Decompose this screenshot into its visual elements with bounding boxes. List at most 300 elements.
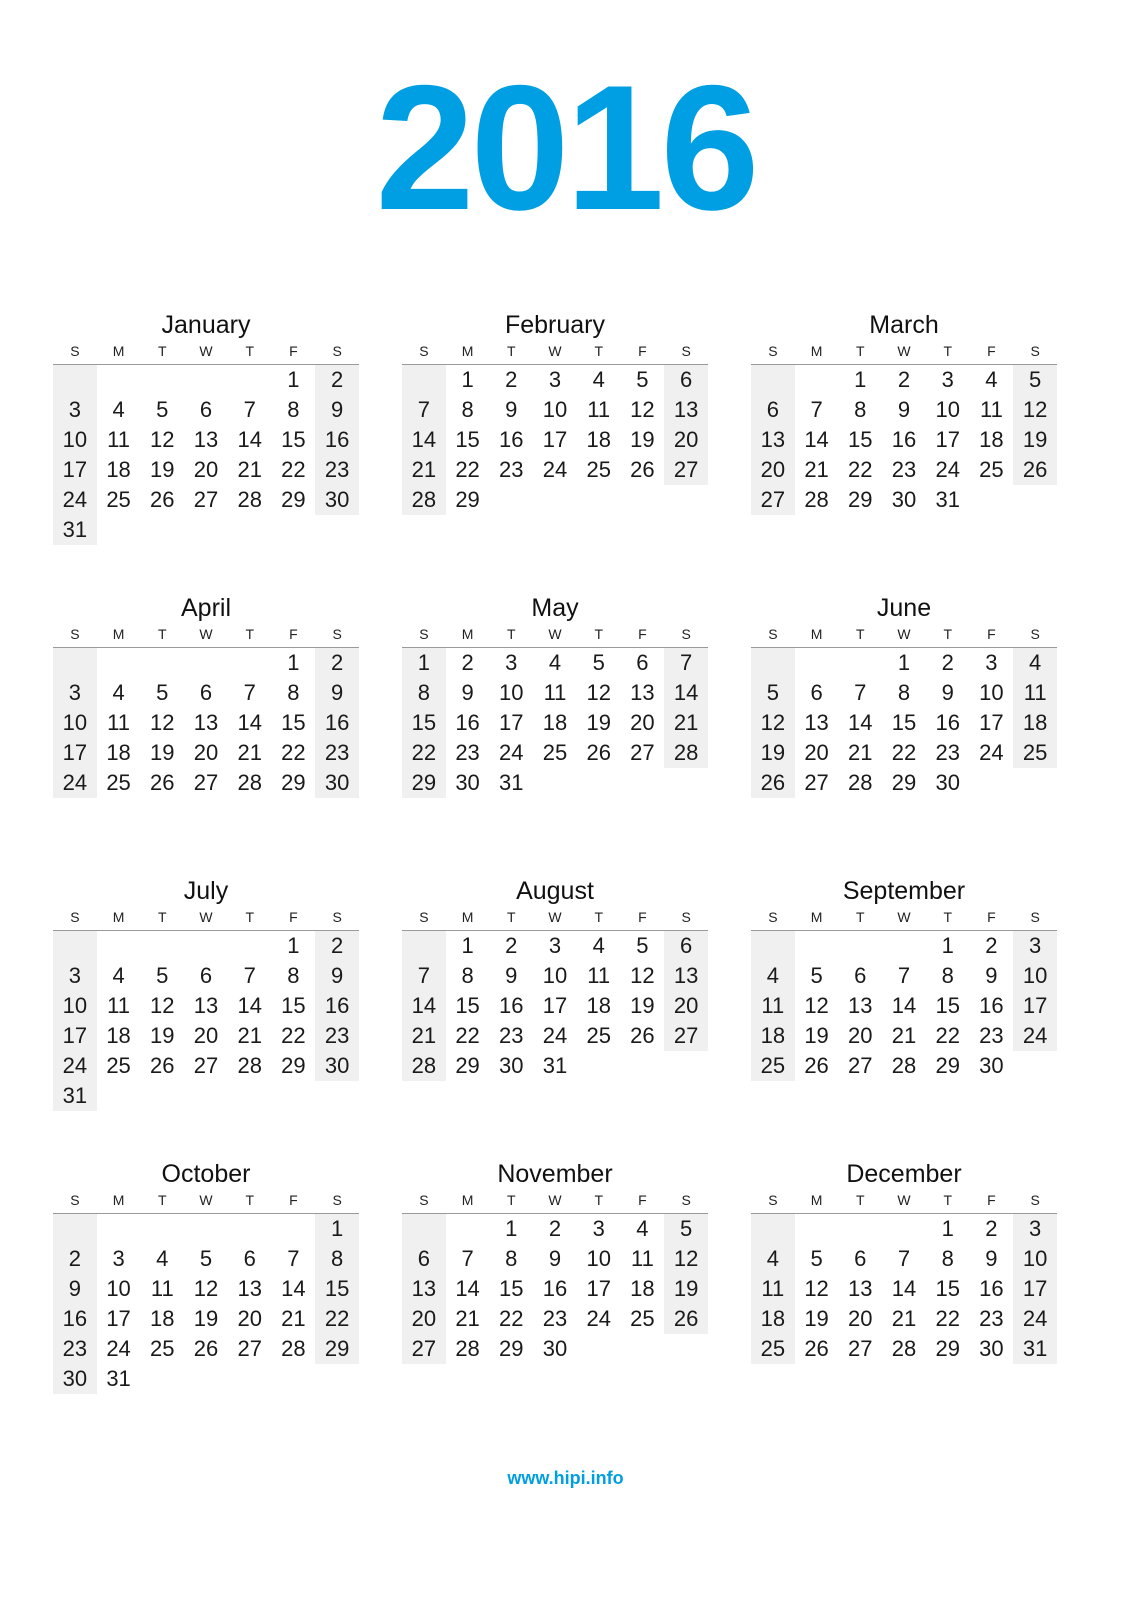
day-cell: 6 [664,931,708,961]
weekday-label: T [245,626,255,642]
day-cell: 4 [636,1216,649,1241]
day-cell: 16 [499,993,524,1018]
day-cell: 23 [499,457,524,482]
day-cell: 8 [461,397,474,422]
day-cell: 27 [664,1021,708,1051]
day-cell: 4 [112,680,125,705]
day-cell: 3 [548,367,562,392]
day-cell: 17 [586,1276,611,1301]
day-cell: 24 [106,1336,131,1361]
day-cell: 6 [199,397,213,422]
day-cell: 10 [53,425,97,455]
day-cell: 16 [935,710,960,735]
day-cell: 17 [979,710,1004,735]
weekday-label: T [594,1192,604,1208]
weekday-label: W [199,626,213,642]
empty-day [97,648,141,678]
day-cell: 27 [237,1336,262,1361]
day-cell: 14 [891,993,917,1018]
day-cell: 22 [891,740,917,765]
weekday-label: W [199,909,213,925]
weekday-header [751,908,1057,931]
month-december [751,1157,1057,1364]
day-cell: 25 [586,457,611,482]
weekday-label: F [638,909,647,925]
day-cell: 12 [1013,395,1057,425]
weekday-label: T [245,343,255,359]
day-cell: 28 [848,770,873,795]
empty-day [795,931,839,961]
day-cell: 5 [664,1214,708,1244]
day-cell: 22 [455,1023,480,1048]
day-cell: 19 [804,1023,829,1048]
day-cell: 14 [281,1276,306,1301]
weekday-label: W [897,343,911,359]
weekday-label: T [507,1192,516,1208]
day-cell: 25 [586,1023,611,1048]
day-cell: 28 [237,487,262,512]
day-cell: 4 [592,367,605,392]
month-name: January [161,311,251,339]
weekday-label: W [897,626,911,642]
day-cell: 22 [281,740,306,765]
empty-day [53,931,97,961]
day-cell: 13 [193,993,219,1018]
empty-day [53,1214,97,1244]
day-cell: 11 [1013,678,1057,708]
weekday-label: M [810,626,823,642]
day-cell: 18 [586,427,611,452]
day-cell: 30 [53,1364,97,1394]
day-cell: 13 [402,1274,446,1304]
day-cell: 11 [751,991,795,1021]
weekday-label: W [199,1192,213,1208]
weekday-label: F [289,343,298,359]
month-august [402,874,708,1081]
month-october [53,1157,359,1394]
weekday-label: T [507,343,516,359]
day-cell: 3 [548,933,562,958]
weekday-label: S [1030,343,1040,359]
day-cell: 11 [150,1276,174,1301]
day-cell: 9 [897,397,911,422]
day-cell: 6 [402,1244,446,1274]
day-cell: 26 [150,770,175,795]
day-cell: 29 [281,770,306,795]
day-cell: 15 [315,1274,359,1304]
day-cell: 11 [751,1274,795,1304]
day-cell: 25 [106,487,131,512]
empty-day [184,648,228,678]
empty-day [228,648,272,678]
day-cell: 9 [315,395,359,425]
day-cell: 16 [455,710,480,735]
day-cell: 10 [106,1276,131,1301]
day-cell: 20 [237,1306,262,1331]
day-cell: 25 [106,770,131,795]
month-january [53,308,359,545]
day-cell: 5 [156,397,169,422]
empty-day [795,1214,839,1244]
day-cell: 27 [193,1053,219,1078]
day-cell: 26 [150,487,175,512]
day-cell: 28 [455,1336,480,1361]
day-cell: 11 [631,1246,654,1271]
day-cell: 13 [804,710,829,735]
day-cell: 1 [402,648,446,678]
day-cell: 1 [287,933,300,958]
day-cell: 2 [505,367,518,392]
weekday-label: T [594,343,604,359]
day-cell: 23 [455,740,480,765]
empty-day [838,931,882,961]
day-cell: 11 [543,680,567,705]
day-cell: 11 [107,993,130,1018]
day-cell: 27 [848,1336,873,1361]
day-grid [751,1214,1057,1364]
day-cell: 27 [402,1334,446,1364]
day-cell: 15 [848,427,873,452]
weekday-label: S [332,626,342,642]
day-cell: 24 [53,768,97,798]
day-cell: 19 [1013,425,1057,455]
day-cell: 29 [281,487,306,512]
day-cell: 18 [106,740,131,765]
day-cell: 31 [106,1366,131,1391]
day-cell: 25 [1013,738,1057,768]
weekday-label: S [768,1192,778,1208]
weekday-label: M [810,343,823,359]
day-cell: 5 [156,680,169,705]
day-cell: 15 [402,708,446,738]
day-cell: 13 [193,427,219,452]
weekday-header [402,1191,708,1214]
day-cell: 19 [150,1023,175,1048]
day-cell: 14 [237,710,262,735]
weekday-label: S [332,343,342,359]
day-cell: 20 [804,740,829,765]
empty-day [184,365,228,395]
weekday-label: W [199,343,213,359]
day-cell: 1 [941,1216,954,1241]
day-cell: 1 [941,933,954,958]
day-cell: 12 [150,710,175,735]
empty-day [751,648,795,678]
day-cell: 26 [1013,455,1057,485]
day-cell: 20 [193,740,219,765]
day-cell: 8 [897,680,911,705]
day-cell: 2 [53,1244,97,1274]
day-cell: 19 [630,427,655,452]
day-cell: 3 [53,961,97,991]
day-cell: 14 [402,991,446,1021]
day-cell: 21 [237,740,262,765]
day-cell: 3 [941,367,954,392]
weekday-header [53,908,359,931]
empty-day [184,931,228,961]
day-grid [53,365,359,545]
day-grid [402,931,708,1081]
empty-day [751,365,795,395]
month-march [751,308,1057,515]
day-cell: 1 [854,367,867,392]
day-cell: 16 [53,1304,97,1334]
weekday-label: T [856,343,865,359]
weekday-label: T [507,626,516,642]
day-cell: 22 [281,457,306,482]
day-cell: 10 [542,397,568,422]
day-cell: 18 [979,427,1004,452]
day-cell: 11 [107,427,130,452]
day-cell: 31 [499,770,524,795]
day-cell: 29 [891,770,917,795]
day-cell: 12 [804,1276,829,1301]
day-cell: 17 [1013,991,1057,1021]
day-cell: 5 [636,367,649,392]
day-cell: 25 [150,1336,175,1361]
day-cell: 20 [751,455,795,485]
weekday-label: S [1030,909,1040,925]
day-cell: 27 [848,1053,873,1078]
day-cell: 28 [402,1051,446,1081]
weekday-label: M [112,1192,125,1208]
day-cell: 15 [891,710,917,735]
day-cell: 22 [935,1023,960,1048]
weekday-label: T [856,909,865,925]
weekday-label: M [810,909,823,925]
day-cell: 12 [630,963,655,988]
day-cell: 16 [315,708,359,738]
day-cell: 5 [592,650,605,675]
month-name: May [531,594,579,622]
day-cell: 19 [150,740,175,765]
weekday-label: F [638,1192,647,1208]
day-cell: 23 [979,1023,1004,1048]
day-cell: 7 [287,1246,300,1271]
weekday-label: W [897,909,911,925]
day-cell: 6 [636,650,649,675]
day-cell: 1 [461,933,474,958]
day-cell: 17 [542,993,568,1018]
day-cell: 1 [461,367,474,392]
day-cell: 14 [237,427,262,452]
weekday-header [751,342,1057,365]
empty-day [751,931,795,961]
day-cell: 6 [199,963,213,988]
day-cell: 24 [1013,1304,1057,1334]
day-cell: 18 [751,1304,795,1334]
day-cell: 18 [106,1023,131,1048]
weekday-label: M [810,1192,823,1208]
day-cell: 31 [542,1053,568,1078]
day-cell: 7 [243,397,256,422]
day-cell: 5 [751,678,795,708]
day-cell: 9 [315,961,359,991]
day-cell: 7 [243,680,256,705]
weekday-header [402,625,708,648]
day-cell: 29 [935,1336,960,1361]
day-cell: 26 [804,1336,829,1361]
day-cell: 28 [237,1053,262,1078]
day-cell: 4 [985,367,998,392]
day-cell: 28 [281,1336,306,1361]
day-cell: 6 [243,1246,256,1271]
day-cell: 9 [985,1246,998,1271]
day-cell: 9 [53,1274,97,1304]
day-cell: 20 [193,457,219,482]
day-cell: 16 [979,1276,1004,1301]
weekday-label: T [943,1192,953,1208]
day-cell: 20 [193,1023,219,1048]
weekday-label: W [548,1192,562,1208]
day-cell: 3 [53,678,97,708]
day-cell: 22 [281,1023,306,1048]
day-cell: 4 [548,650,562,675]
day-cell: 6 [664,365,708,395]
day-cell: 8 [402,678,446,708]
weekday-label: F [987,343,996,359]
month-name: September [842,877,966,905]
day-cell: 5 [636,933,649,958]
day-cell: 2 [897,367,911,392]
day-cell: 31 [53,1081,97,1111]
day-cell: 1 [287,650,300,675]
weekday-label: S [419,909,429,925]
day-cell: 30 [979,1053,1004,1078]
day-cell: 2 [941,650,954,675]
day-cell: 10 [542,963,568,988]
day-cell: 3 [1013,931,1057,961]
day-cell: 23 [499,1023,524,1048]
empty-day [272,1214,316,1244]
weekday-label: S [419,1192,429,1208]
day-cell: 15 [935,993,960,1018]
weekday-label: T [943,909,953,925]
day-cell: 7 [402,961,446,991]
weekday-label: T [158,1192,167,1208]
day-cell: 2 [505,933,518,958]
weekday-label: T [158,909,167,925]
day-cell: 10 [935,397,960,422]
day-cell: 8 [941,963,954,988]
day-cell: 16 [315,991,359,1021]
empty-day [140,365,184,395]
day-cell: 13 [751,425,795,455]
day-cell: 22 [455,457,480,482]
day-cell: 29 [455,1053,480,1078]
month-july [53,874,359,1111]
weekday-label: S [1030,626,1040,642]
day-grid [402,1214,708,1364]
day-cell: 4 [1013,648,1057,678]
day-cell: 18 [106,457,131,482]
day-cell: 2 [985,1216,998,1241]
day-cell: 12 [664,1244,708,1274]
empty-day [795,365,839,395]
day-cell: 17 [935,427,960,452]
month-april [53,591,359,798]
empty-day [882,931,926,961]
day-cell: 12 [751,708,795,738]
empty-day [97,931,141,961]
weekday-label: S [681,343,691,359]
day-cell: 3 [985,650,998,675]
day-cell: 26 [751,768,795,798]
weekday-label: T [245,909,255,925]
day-cell: 4 [156,1246,169,1271]
day-cell: 29 [499,1336,524,1361]
empty-day [140,648,184,678]
day-cell: 30 [542,1336,568,1361]
day-cell: 17 [499,710,524,735]
day-cell: 27 [664,455,708,485]
weekday-label: T [507,909,516,925]
day-cell: 23 [542,1306,568,1331]
day-cell: 28 [804,487,829,512]
day-cell: 12 [630,397,655,422]
day-cell: 30 [315,768,359,798]
day-cell: 19 [630,993,655,1018]
empty-day [228,1214,272,1244]
day-cell: 16 [542,1276,568,1301]
day-cell: 26 [193,1336,219,1361]
day-cell: 7 [664,648,708,678]
day-cell: 30 [455,770,480,795]
day-cell: 13 [664,961,708,991]
day-cell: 5 [810,1246,823,1271]
day-cell: 24 [979,740,1004,765]
day-cell: 31 [53,515,97,545]
day-cell: 22 [935,1306,960,1331]
weekday-label: W [548,626,562,642]
empty-day [402,1214,446,1244]
footer-link[interactable]: www.hipi.info [507,1468,624,1488]
weekday-label: S [681,626,691,642]
day-cell: 13 [848,993,873,1018]
day-cell: 25 [630,1306,655,1331]
empty-day [140,1214,184,1244]
empty-day [838,1214,882,1244]
day-cell: 26 [630,457,655,482]
day-grid [402,648,708,798]
day-cell: 30 [499,1053,524,1078]
day-cell: 28 [237,770,262,795]
day-cell: 14 [664,678,708,708]
weekday-label: T [856,626,865,642]
weekday-label: T [943,626,953,642]
month-name: June [876,594,932,622]
weekday-header [402,908,708,931]
day-cell: 18 [586,993,611,1018]
day-cell: 17 [53,455,97,485]
day-cell: 15 [499,1276,524,1301]
day-cell: 3 [505,650,518,675]
day-cell: 4 [592,933,605,958]
empty-day [184,1214,228,1244]
empty-day [402,365,446,395]
day-cell: 16 [979,993,1004,1018]
day-cell: 13 [630,680,655,705]
day-cell: 10 [979,680,1004,705]
empty-day [751,1214,795,1244]
month-november [402,1157,708,1364]
day-cell: 21 [455,1306,480,1331]
day-cell: 8 [941,1246,954,1271]
day-cell: 18 [150,1306,175,1331]
day-cell: 18 [630,1276,655,1301]
day-cell: 8 [287,680,300,705]
weekday-label: S [70,1192,80,1208]
